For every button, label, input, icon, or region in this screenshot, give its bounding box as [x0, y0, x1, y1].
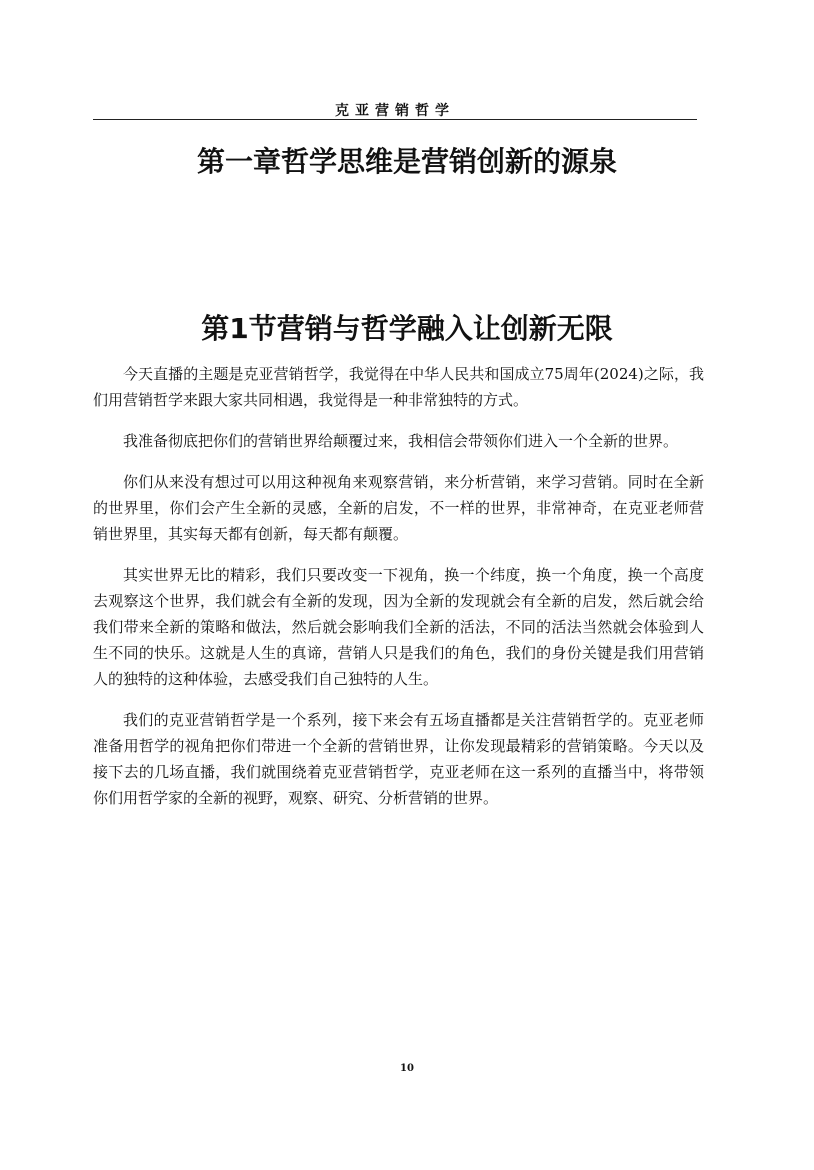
paragraph: 我们的克亚营销哲学是一个系列，接下来会有五场直播都是关注营销哲学的。克亚老师准备用哲学的视角把你们带进一个全新的营销世界，让你发现最精彩的营销策略。今天以及接下去的几场直播，我们就围绕着克亚营销哲学，克亚老师在这一系列的直播当中，将带领你们用哲学家的全新的视野，观察、研究、分析营销的世界。 — [93, 711, 704, 807]
paragraph: 我准备彻底把你们的营销世界给颠覆过来，我相信会带领你们进入一个全新的世界。 — [123, 432, 679, 450]
page-number: 10 — [400, 1063, 414, 1074]
header-divider — [93, 119, 697, 120]
paragraph: 其实世界无比的精彩，我们只要改变一下视角，换一个纬度，换一个角度，换一个高度去观察这个世界，我们就会有全新的发现，因为全新的发现就会有全新的启发，然后就会给我们带来全新的策略和做法，然后就会影响我们全新的活法，不同的活法当然就会体验到人生不同的快乐。这就是人生的真谛，营销人只是我们的角色，我们的身份关键是我们用营销人的独特的这种体验，去感受我们自己独特的人生。 — [93, 566, 704, 688]
paragraph: 今天直播的主题是克亚营销哲学，我觉得在中华人民共和国成立75周年(2024)之际，我们用营销哲学来跟大家共同相遇，我觉得是一种非常独特的方式。 — [93, 365, 704, 409]
chapter-title: 第一章哲学思维是营销创新的源泉 — [196, 145, 617, 178]
body-text — [93, 361, 704, 826]
running-header: 克亚营销哲学 — [335, 103, 455, 119]
paragraph: 你们从来没有想过可以用这种视角来观察营销，来分析营销，来学习营销。同时在全新的世界里，你们会产生全新的灵感，全新的启发，不一样的世界，非常神奇，在克亚老师营销世界里，其实每天都有创新，每天都有颠覆。 — [93, 473, 704, 543]
section-title: 第1节营销与哲学融入让创新无限 — [201, 312, 613, 345]
